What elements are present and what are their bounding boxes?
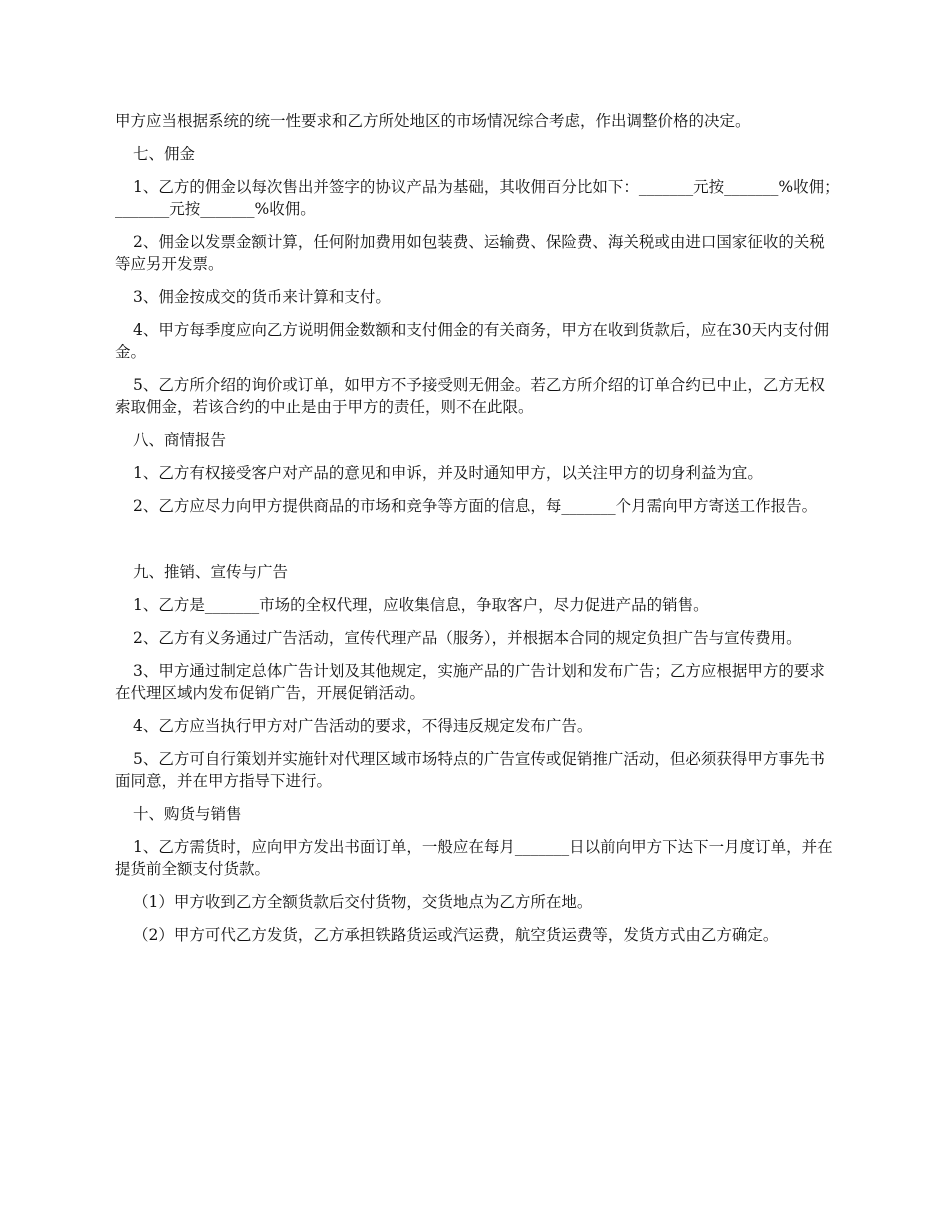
section-heading-market-report: 八、商情报告 — [133, 431, 227, 449]
document-body — [115, 110, 840, 957]
market-report-clause-2: 2、乙方应尽力向甲方提供商品的市场和竞争等方面的信息，每_______个月需向甲方寄送工作报告。 — [133, 497, 818, 515]
paragraph-price-adjustment: 甲方应当根据系统的统一性要求和乙方所处地区的市场情况综合考虑，作出调整价格的决定。 — [115, 112, 751, 130]
market-report-clause-1: 1、乙方有权接受客户对产品的意见和申诉，并及时通知甲方，以关注甲方的切身利益为宜。 — [133, 464, 763, 482]
commission-clause-2: 2、佣金以发票金额计算，任何附加费用如包装费、运输费、保险费、海关税或由进口国家征收的关税等应另开发票。 — [115, 233, 825, 273]
blank-line — [115, 528, 840, 561]
promotion-clause-2: 2、乙方有义务通过广告活动，宣传代理产品（服务），并根据本合同的规定负担广告与宣传费用。 — [133, 629, 802, 647]
section-heading-purchase-sales: 十、购货与销售 — [133, 805, 242, 823]
purchase-subclause-2: （2）甲方可代乙方发货，乙方承担铁路货运或汽运费，航空货运费等，发货方式由乙方确定。 — [133, 926, 779, 944]
commission-clause-4: 4、甲方每季度应向乙方说明佣金数额和支付佣金的有关商务，甲方在收到货款后，应在30天内支付佣金。 — [115, 321, 830, 361]
promotion-clause-5: 5、乙方可自行策划并实施针对代理区域市场特点的广告宣传或促销推广活动，但必须获得甲方事先书面同意，并在甲方指导下进行。 — [115, 750, 825, 790]
commission-clause-1: 1、乙方的佣金以每次售出并签字的协议产品为基础，其收佣百分比如下：_______元按_______%收佣；_______元按_______%收佣。 — [115, 178, 840, 218]
commission-clause-5: 5、乙方所介绍的询价或订单，如甲方不予接受则无佣金。若乙方所介绍的订单合约已中止，乙方无权索取佣金，若该合约的中止是由于甲方的责任，则不在此限。 — [115, 376, 825, 416]
section-heading-promotion: 九、推销、宣传与广告 — [133, 563, 289, 581]
commission-clause-3: 3、佣金按成交的货币来计算和支付。 — [133, 288, 391, 306]
section-heading-commission: 七、佣金 — [133, 145, 196, 163]
purchase-clause-1: 1、乙方需货时，应向甲方发出书面订单，一般应在每月_______日以前向甲方下达下一月度订单，并在提货前全额支付货款。 — [115, 838, 833, 878]
purchase-subclause-1: （1）甲方收到乙方全额货款后交付货物，交货地点为乙方所在地。 — [133, 893, 593, 911]
promotion-clause-4: 4、乙方应当执行甲方对广告活动的要求，不得违反规定发布广告。 — [133, 717, 593, 735]
promotion-clause-1: 1、乙方是_______市场的全权代理，应收集信息，争取客户，尽力促进产品的销售。 — [133, 596, 709, 614]
promotion-clause-3: 3、甲方通过制定总体广告计划及其他规定，实施产品的广告计划和发布广告；乙方应根据甲方的要求在代理区域内发布促销广告，开展促销活动。 — [115, 662, 825, 702]
